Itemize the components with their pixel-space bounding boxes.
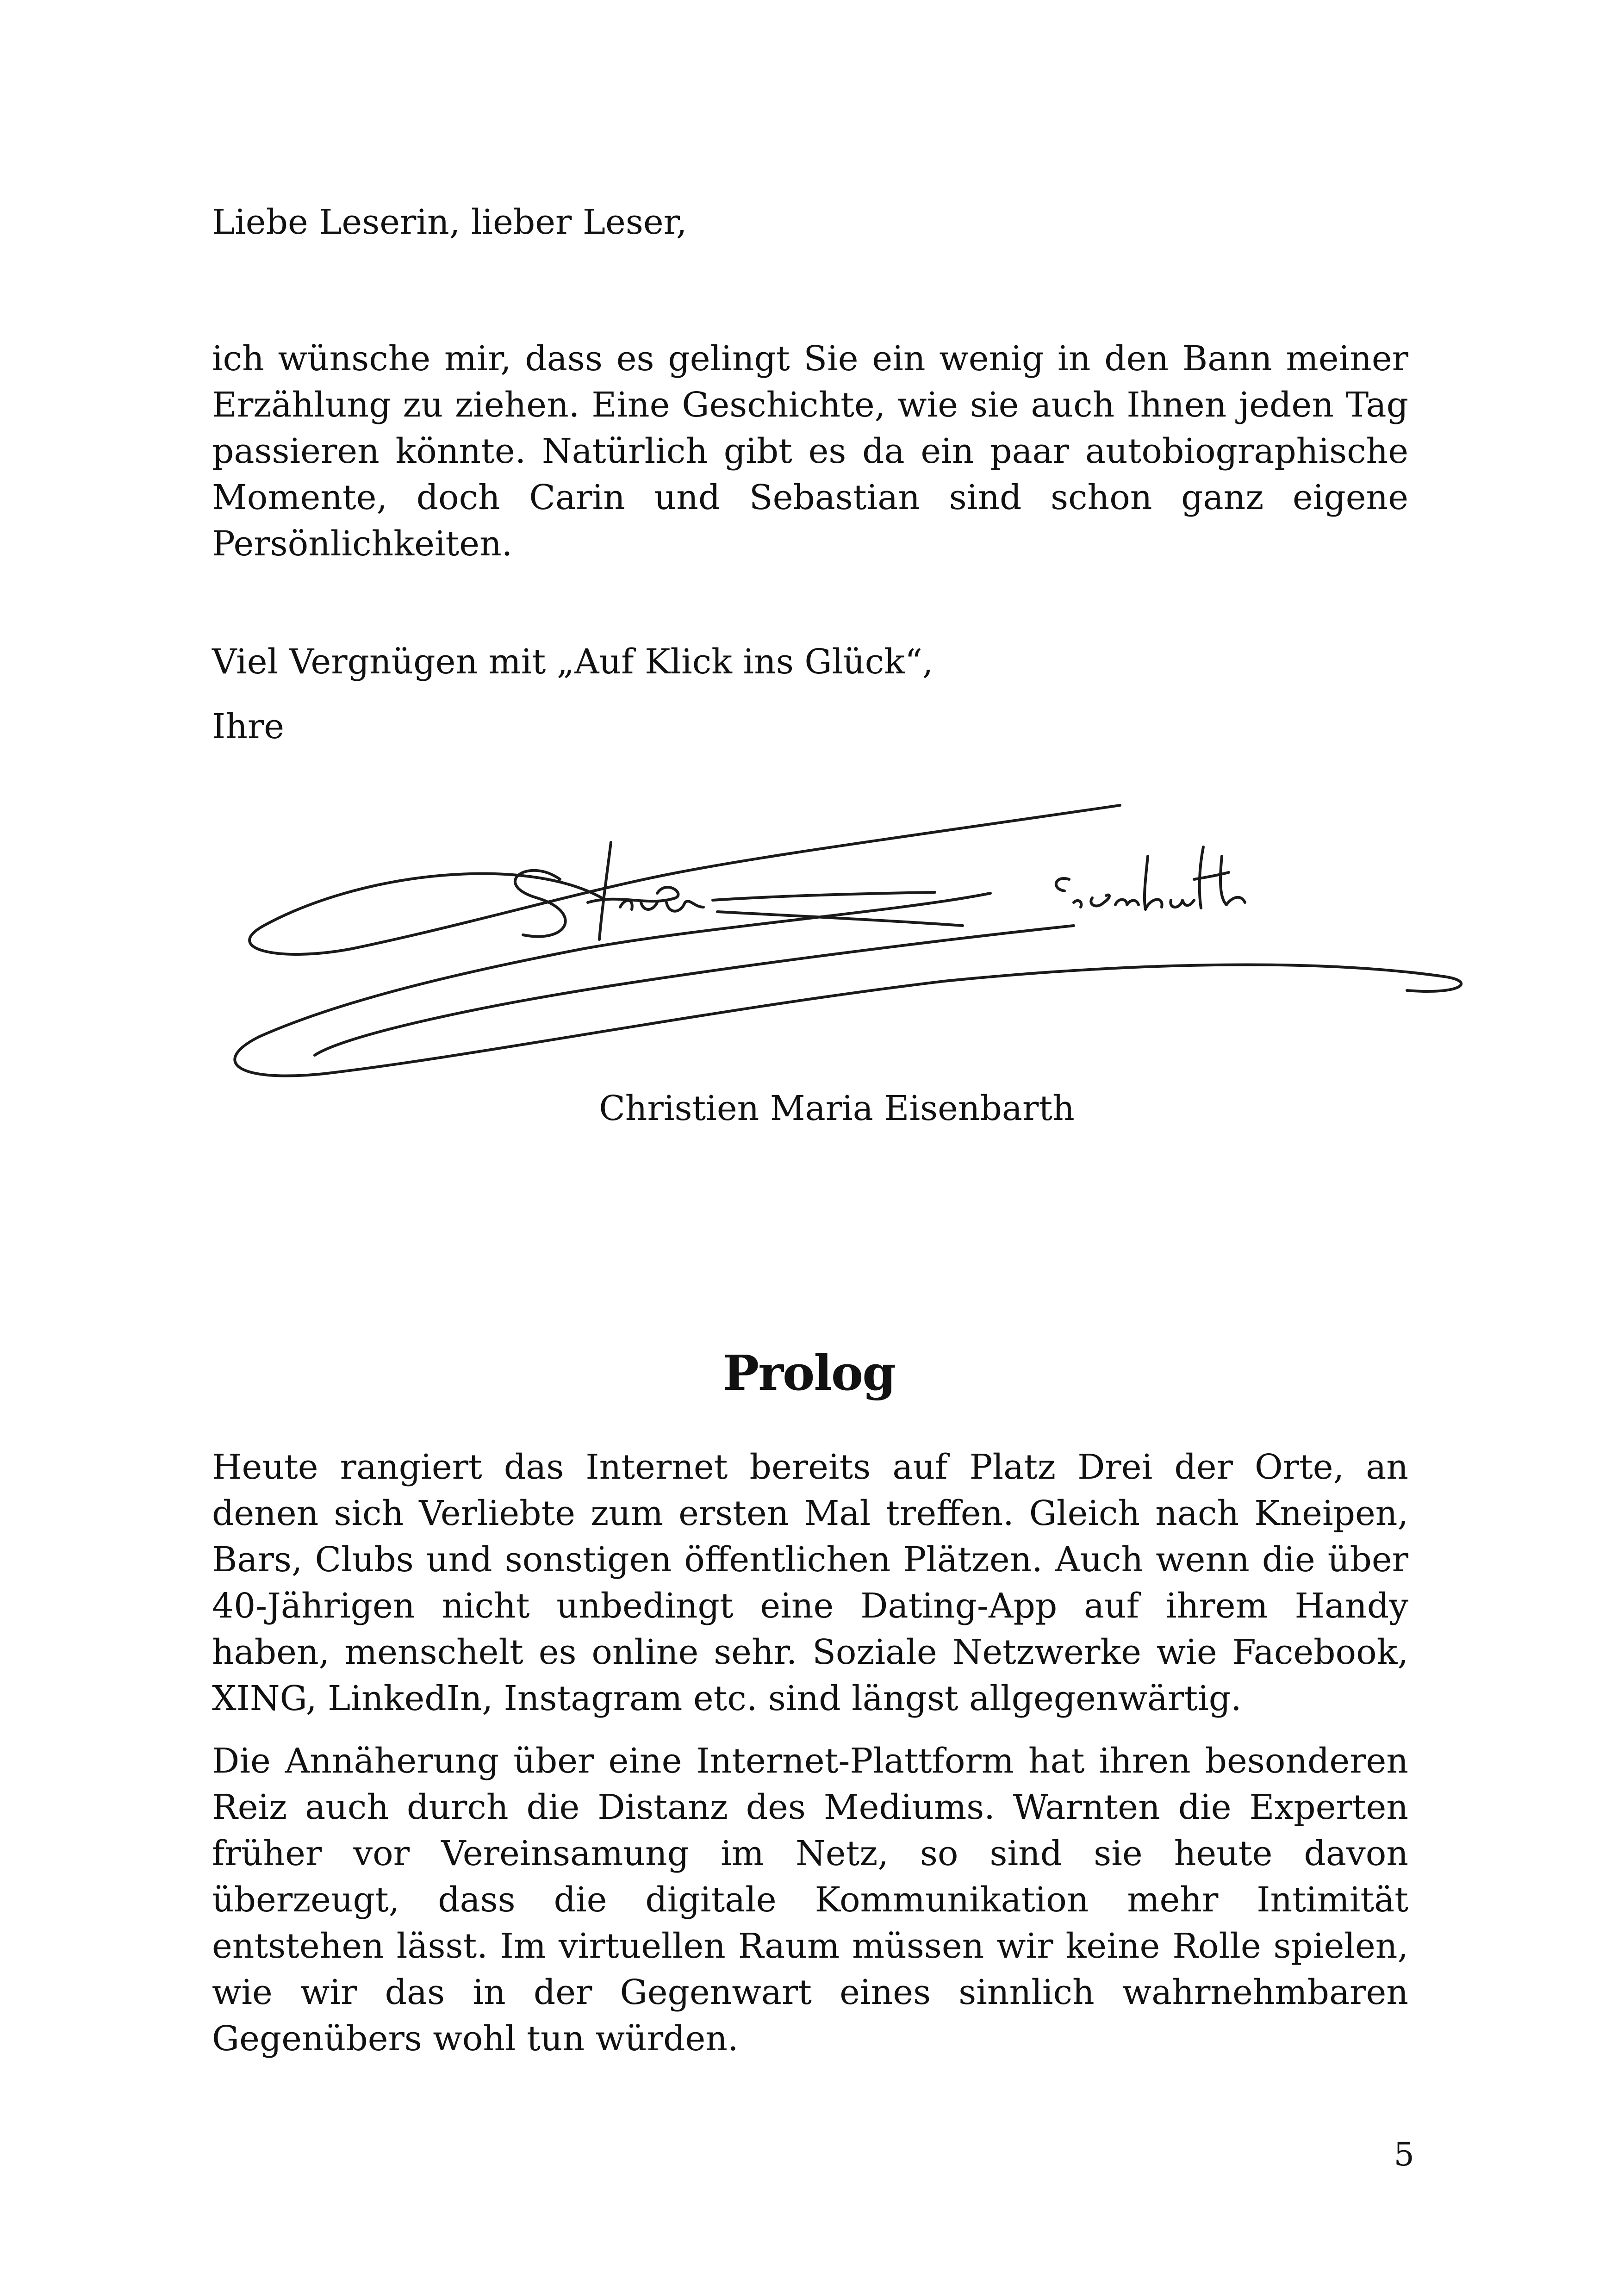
prolog-heading: Prolog [723, 1344, 895, 1401]
prolog-paragraph-2: Die Annäherung über eine Internet-Plattform hat ihren besonderen Reiz auch durch die Distanz des Mediums. Warnten die Experten früher vor Vereinsamung im Netz, so sind sie heute davon überzeugt, dass die digitale Kommunikation mehr Intimität entstehen lässt. Im virtuellen Raum müssen wir keine Rolle spielen, wie wir das in der Gegenwart eines sinnlich wahrnehmbaren Gegenübers wohl tun würden. [212, 1741, 1408, 2059]
letter-sign-off: Ihre [212, 707, 285, 747]
letter-salutation: Liebe Leserin, lieber Leser, [212, 202, 687, 242]
author-name: Christien Maria Eisenbarth [599, 1089, 1075, 1128]
letter-closing: Viel Vergnügen mit „Auf Klick ins Glück“, [212, 642, 933, 682]
handwritten-signature [204, 787, 1481, 1106]
prolog-paragraph-1: Heute rangiert das Internet bereits auf Platz Drei der Orte, an denen sich Verliebte zum ersten Mal treffen. Gleich nach Kneipen, Bars, Clubs und sonstigen öffentlichen Plätzen. Auch wenn die über 40-Jährigen nicht unbedingt eine Dating-App auf ihrem Handy haben, menschelt es online sehr. Soziale Netzwerke wie Facebook, XING, LinkedIn, Instagram etc. sind längst allgegenwärtig. [212, 1447, 1408, 1718]
letter-body: ich wünsche mir, dass es gelingt Sie ein wenig in den Bann meiner Erzählung zu ziehen. Eine Geschichte, wie sie auch Ihnen jeden Tag passieren könnte. Natürlich gibt es da ein paar autobiographische Momente, doch Carin und Sebastian sind schon ganz eigene Persönlichkeiten. [212, 339, 1408, 564]
page-number: 5 [1394, 2135, 1414, 2173]
